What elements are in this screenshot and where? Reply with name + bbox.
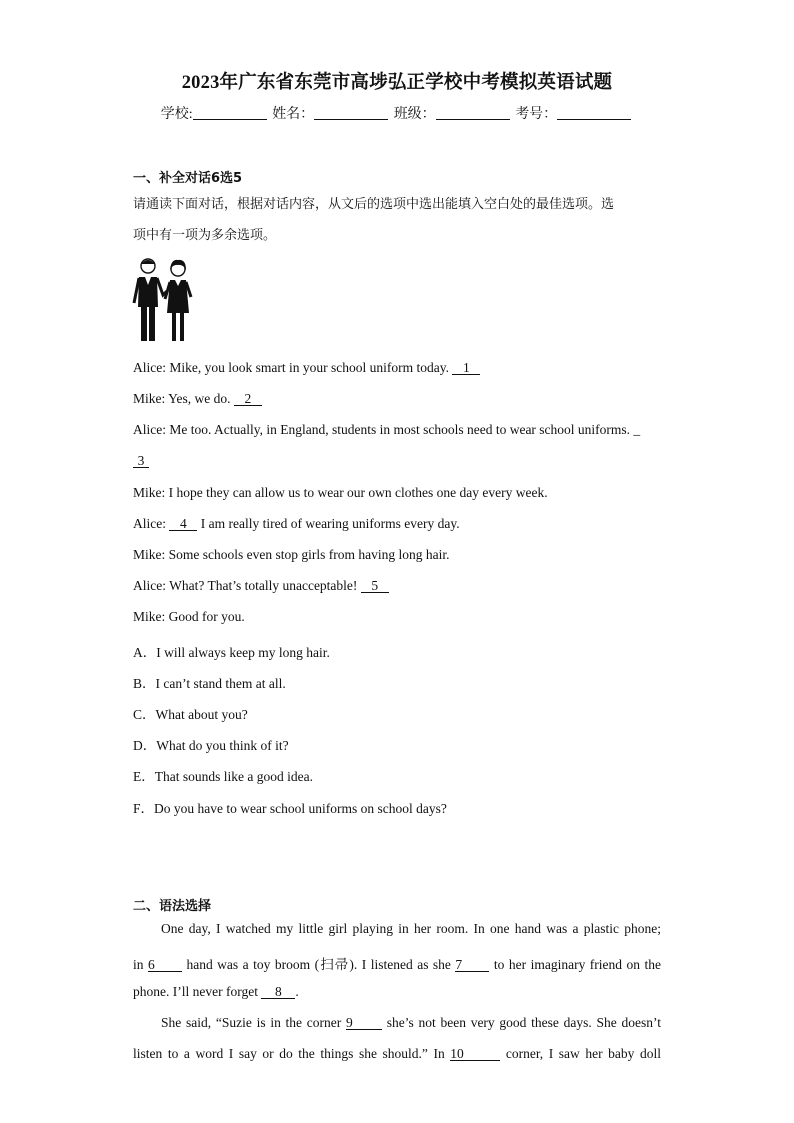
answer-blank-7[interactable]: 7 — [455, 958, 489, 972]
answer-blank-4[interactable]: 4 — [169, 517, 197, 531]
dialogue-line-3-cont — [133, 453, 149, 469]
dialogue-text: Alice: — [133, 516, 170, 531]
instruction-line-2: 项中有一项为多余选项。 — [133, 228, 277, 243]
school-label: 学校: — [160, 107, 193, 122]
number-label: 考号： — [515, 107, 558, 122]
passage-text: corner, I saw her baby doll — [500, 1046, 661, 1061]
passage-text: . — [295, 984, 299, 999]
option-b[interactable]: B．I can’t stand them at all. — [133, 676, 286, 691]
answer-blank-10[interactable]: 10 — [450, 1047, 500, 1061]
dialogue-text: Mike: Yes, we do. — [133, 391, 234, 406]
passage-text: to her imaginary friend on the — [489, 957, 661, 972]
option-d[interactable]: D．What do you think of it? — [133, 738, 289, 753]
answer-blank-6[interactable]: 6 — [148, 958, 182, 972]
instruction-line-1: 请通读下面对话，根据对话内容，从文后的选项中选出能填入空白处的最佳选项。选 — [133, 197, 615, 212]
passage-text: in — [133, 957, 148, 972]
option-a[interactable]: A．I will always keep my long hair. — [133, 645, 330, 660]
dialogue-text: Alice: What? That’s totally unacceptable! — [133, 578, 361, 593]
passage-text: hand was a toy broom (扫帚). I listened as she — [181, 957, 456, 972]
section-1-heading: 一、补全对话6选5 — [133, 171, 243, 186]
section-2-heading: 二、语法选择 — [133, 899, 212, 914]
school-field[interactable] — [193, 105, 267, 120]
name-label: 姓名： — [272, 107, 315, 122]
answer-blank-3[interactable]: 3 — [133, 454, 149, 468]
dialogue-line-6: Mike: Some schools even stop girls from having long hair. — [133, 547, 450, 562]
page-title: 2023年广东省东莞市高埗弘正学校中考模拟英语试题 — [181, 73, 613, 93]
dialogue-line-4: Mike: I hope they can allow us to wear our own clothes one day every week. — [133, 485, 548, 500]
name-field[interactable] — [314, 105, 388, 120]
dialogue-line-5 — [133, 516, 460, 532]
passage-line-4 — [161, 1015, 661, 1031]
dialogue-line-3 — [133, 422, 640, 438]
passage-line-1: One day, I watched my little girl playing in her room. In one hand was a plastic phone; — [161, 921, 661, 936]
passage-line-3 — [133, 984, 299, 1000]
class-field[interactable] — [436, 105, 510, 120]
dialogue-text: Alice: Me too. Actually, in England, students in most schools need to wear school uniforms. _ — [133, 422, 641, 437]
answer-blank-1[interactable]: 1 — [452, 361, 480, 375]
passage-line-5 — [133, 1046, 661, 1062]
passage-text: she’s not been very good these days. She doesn’t — [382, 1015, 661, 1030]
answer-blank-9[interactable]: 9 — [346, 1016, 382, 1030]
answer-blank-5[interactable]: 5 — [361, 579, 389, 593]
student-info-line — [0, 103, 794, 123]
passage-text: phone. I’ll never forget — [133, 984, 262, 999]
dialogue-line-2 — [133, 391, 262, 407]
option-f[interactable]: F．Do you have to wear school uniforms on school days? — [133, 801, 447, 816]
class-label: 班级： — [393, 107, 436, 122]
dialogue-line-8: Mike: Good for you. — [133, 609, 245, 624]
passage-text: listen to a word I say or do the things she should.” In — [133, 1046, 451, 1061]
dialogue-text: Alice: Mike, you look smart in your school uniform today. — [133, 360, 453, 375]
answer-blank-2[interactable]: 2 — [234, 392, 262, 406]
option-e[interactable]: E．That sounds like a good idea. — [133, 769, 313, 784]
dialogue-line-1 — [133, 360, 480, 376]
students-illustration — [131, 255, 195, 343]
dialogue-line-7 — [133, 578, 389, 594]
number-field[interactable] — [557, 105, 631, 120]
dialogue-text: I am really tired of wearing uniforms every day. — [197, 516, 460, 531]
passage-line-2 — [133, 953, 661, 973]
answer-blank-8[interactable]: 8 — [261, 985, 295, 999]
passage-text: She said, “Suzie is in the corner — [161, 1015, 346, 1030]
option-c[interactable]: C．What about you? — [133, 707, 248, 722]
